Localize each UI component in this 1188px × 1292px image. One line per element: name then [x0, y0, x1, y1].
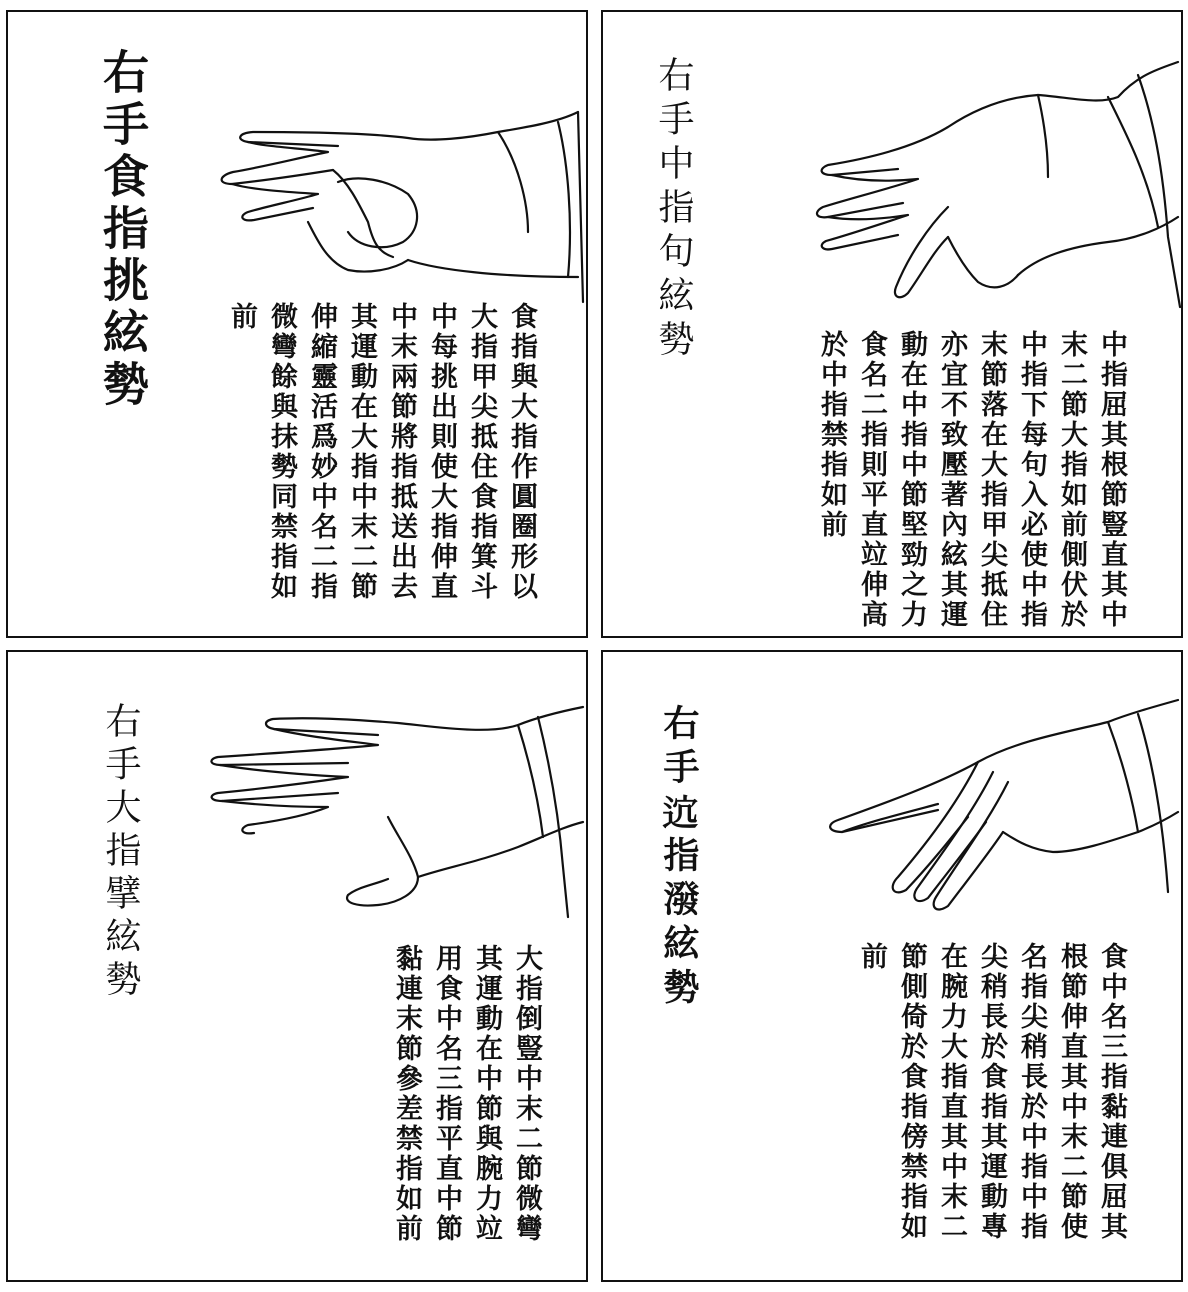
description-text: [386, 944, 546, 1264]
description-text: [851, 942, 1131, 1262]
panel-thumb-split: [6, 650, 588, 1282]
panel-title: 右手𨒆指潑絃勢: [658, 704, 700, 1012]
hand-illustration: [808, 57, 1183, 317]
panel-title: 右手中指句絃勢: [653, 56, 694, 364]
text-line: 動在中指中節堅勁之力: [896, 330, 927, 630]
text-line: 前: [226, 302, 257, 332]
description-text: [811, 330, 1131, 630]
text-line: 大指倒豎中末二節微彎: [511, 944, 542, 1244]
text-line: 亦宜不致壓著內絃其運: [936, 330, 967, 630]
text-line: 在腕力大指直其中末二: [936, 942, 967, 1242]
panel-title: 右手食指挑絃勢: [96, 48, 150, 412]
panel-middle-finger-hook: [601, 10, 1183, 638]
text-line: 用食中名三指平直中節: [431, 944, 462, 1244]
text-line: 其運動在大指中末二節: [346, 302, 377, 602]
text-line: 於中指禁指如前: [816, 330, 847, 540]
panel-title: 右手大指擘絃勢: [100, 702, 141, 1003]
text-line: 末二節大指如前側伏於: [1056, 330, 1087, 630]
hand-illustration: [198, 697, 588, 927]
text-line: 末節落在大指甲尖抵住: [976, 330, 1007, 630]
description-text: [221, 302, 541, 622]
text-line: 名指尖稍長於中指中指: [1016, 942, 1047, 1242]
text-line: 大指甲尖抵住食指箕斗: [466, 302, 497, 602]
text-line: 中指屈其根節豎直其中: [1096, 330, 1127, 630]
text-line: 中每挑出則使大指伸直: [426, 302, 457, 602]
text-line: 黏連末節參差禁指如前: [391, 944, 422, 1244]
text-line: 微彎餘與抹勢同禁指如: [266, 302, 297, 602]
text-line: 食指與大指作圓圈形以: [506, 302, 537, 602]
text-line: 中末兩節將指抵送出去: [386, 302, 417, 602]
text-line: 前: [856, 942, 887, 972]
panel-index-finger-pluck: [6, 10, 588, 638]
text-line: 伸縮靈活爲妙中名二指: [306, 302, 337, 602]
hand-illustration: [818, 692, 1183, 932]
text-line: 中指下每句入必使中指: [1016, 330, 1047, 630]
text-line: 根節伸直其中末二節使: [1056, 942, 1087, 1242]
text-line: 其運動在中節與腕力竝: [471, 944, 502, 1244]
text-line: 尖稍長於食指其運動專: [976, 942, 1007, 1242]
hand-illustration: [198, 102, 588, 312]
text-line: 食中名三指黏連俱屈其: [1096, 942, 1127, 1242]
panel-three-finger-splash: [601, 650, 1183, 1282]
text-line: 食名二指則平直竝伸高: [856, 330, 887, 630]
text-line: 節側倚於食指傍禁指如: [896, 942, 927, 1242]
